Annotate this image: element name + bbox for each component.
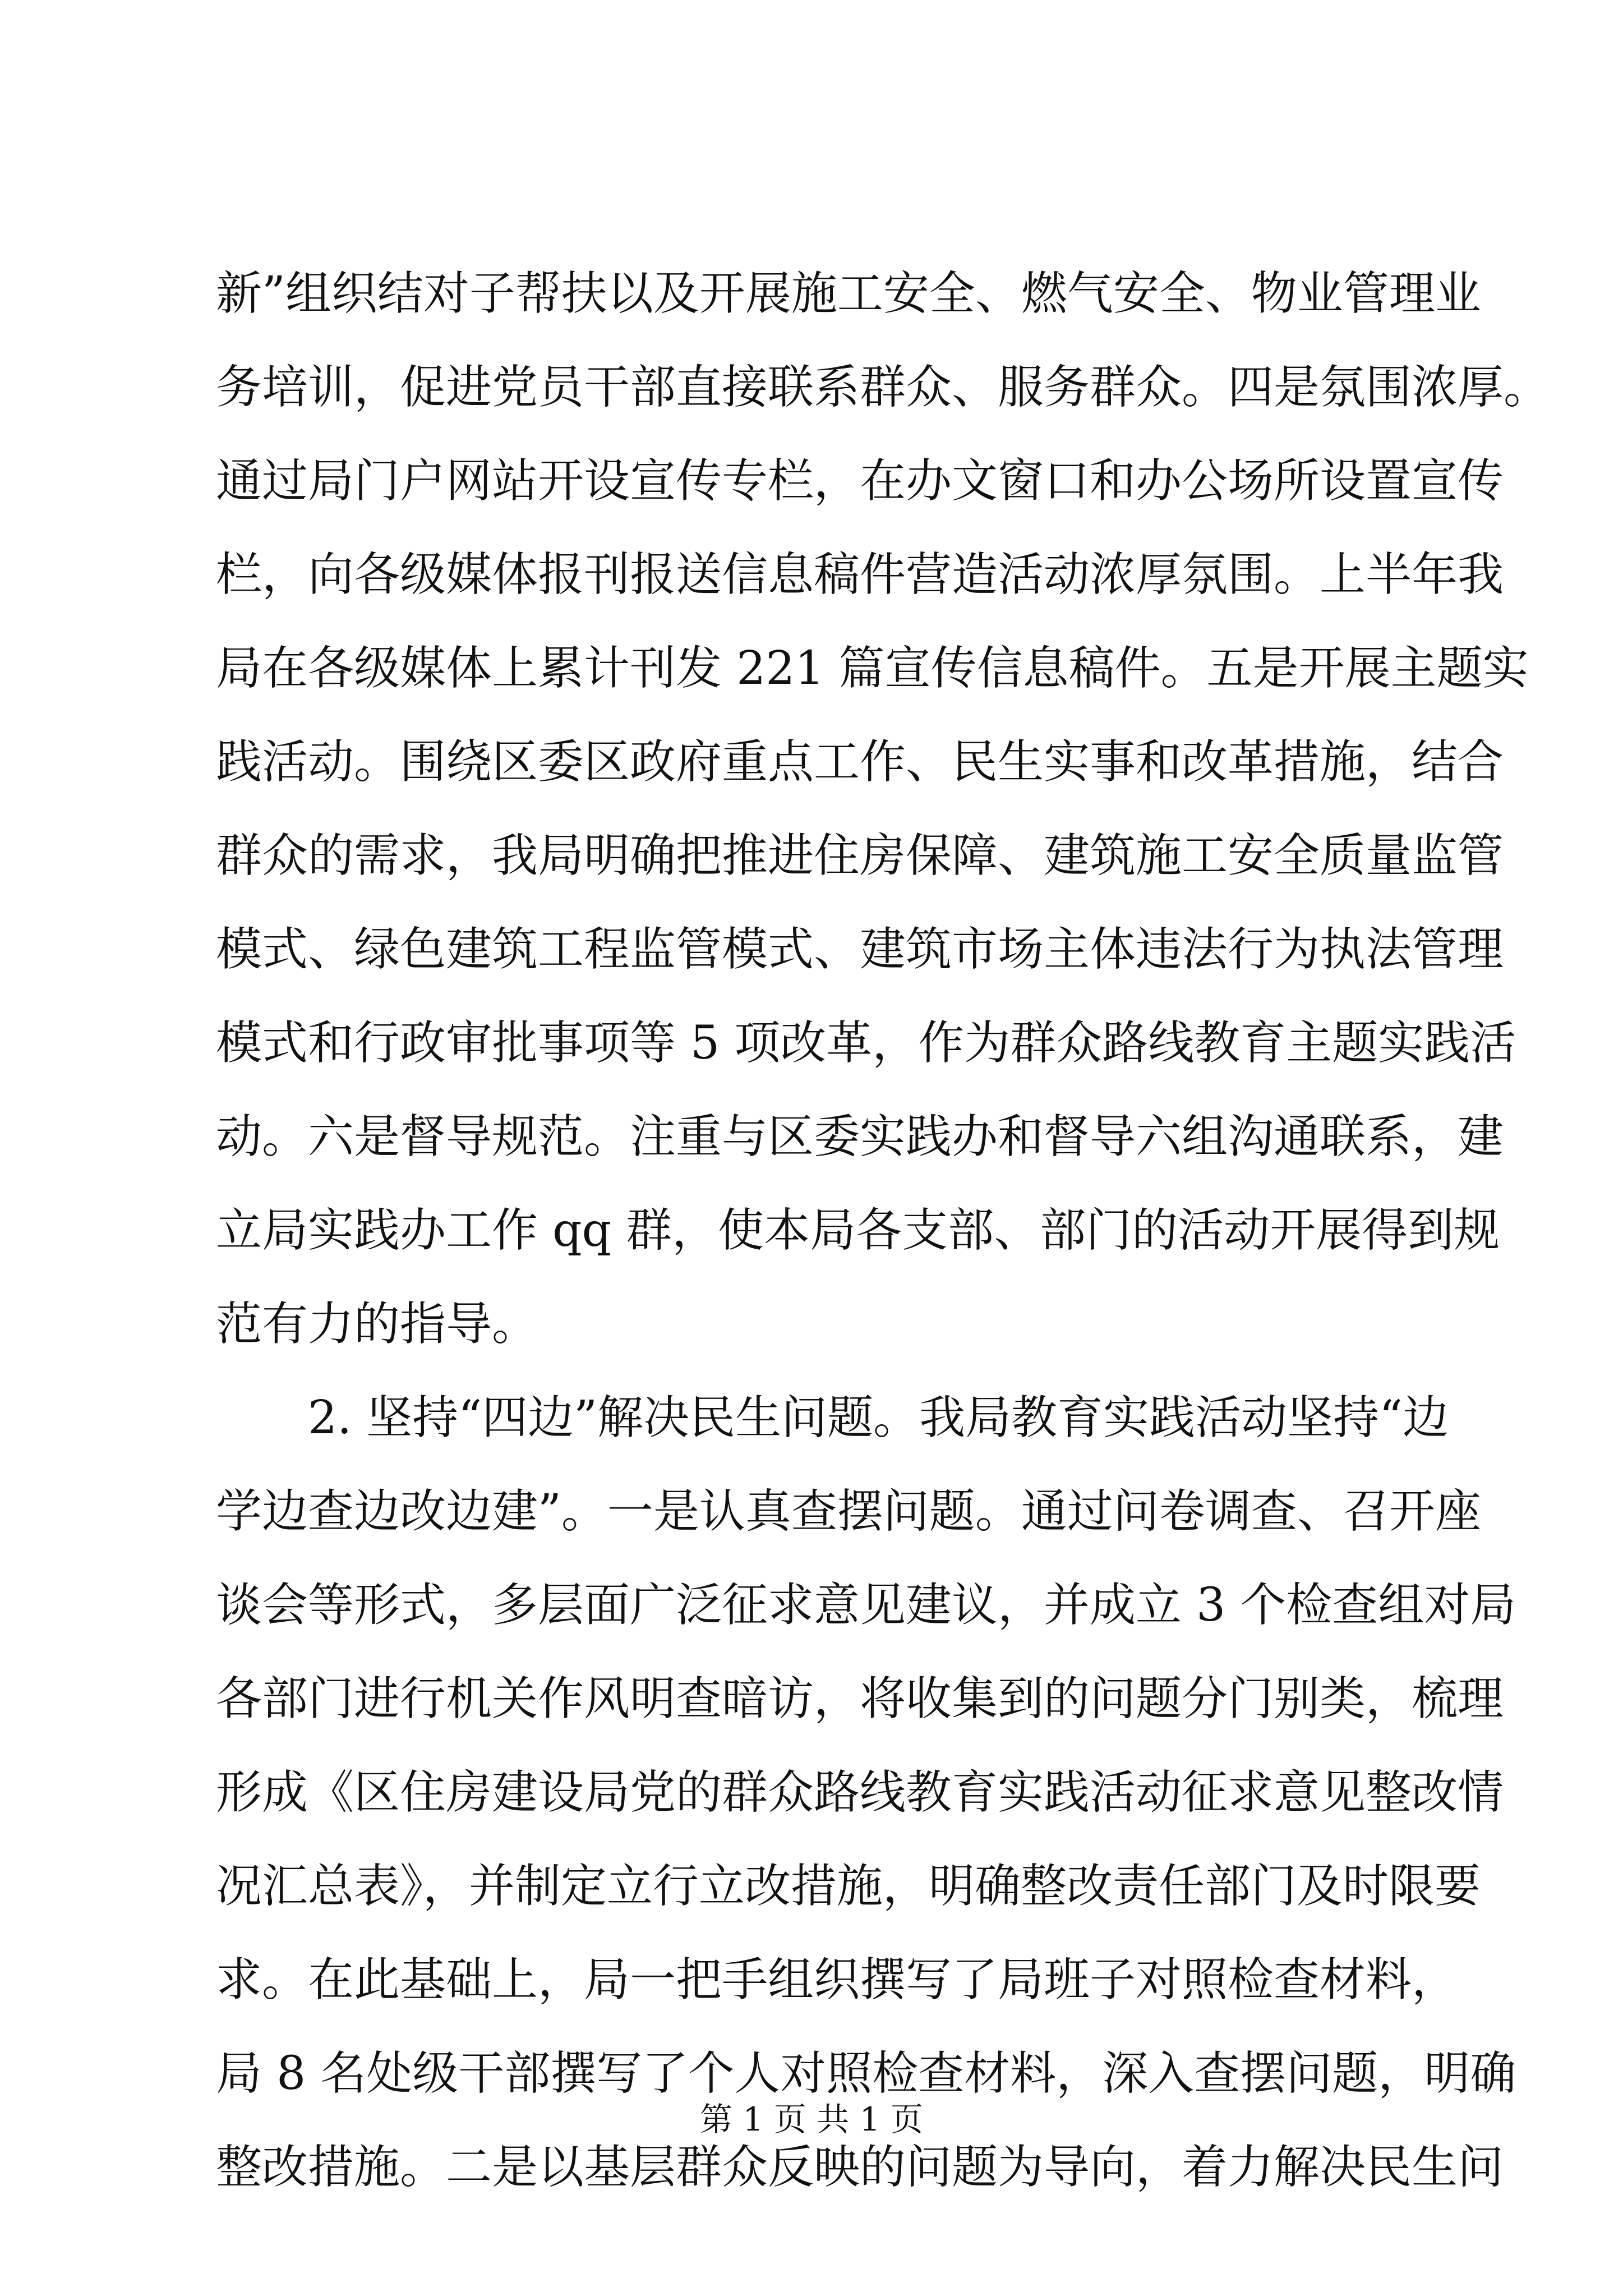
text-line-paragraph-start: 2. 坚持“四边”解决民生问题。我局教育实践活动坚持“边 xyxy=(216,1391,1449,1444)
text-line: 践活动。围绕区委区政府重点工作、民生实事和改革措施，结合 xyxy=(216,735,1504,789)
text-line: 各部门进行机关作风明查暗访，将收集到的问题分门别类，梳理 xyxy=(216,1672,1504,1726)
text-line: 局 8 名处级干部撰写了个人对照检查材料，深入查摆问题，明确 xyxy=(216,2047,1516,2100)
document-body xyxy=(216,247,1550,2214)
text-line: 模式、绿色建筑工程监管模式、建筑市场主体违法行为执法管理 xyxy=(216,923,1504,976)
text-line: 学边查边改边建”。一是认真查摆问题。通过问卷调查、召开座 xyxy=(216,1485,1481,1538)
text-line: 群众的需求，我局明确把推进住房保障、建筑施工安全质量监管 xyxy=(216,829,1504,882)
text-line: 务培训，促进党员干部直接联系群众、服务群众。四是氛围浓厚。 xyxy=(216,361,1550,414)
text-line: 模式和行政审批事项等 5 项改革，作为群众路线教育主题实践活 xyxy=(216,1016,1516,1070)
text-line: 局在各级媒体上累计刊发 221 篇宣传信息稿件。五是开展主题实 xyxy=(216,642,1529,695)
text-line-paragraph-end: 范有力的指导。 xyxy=(216,1297,538,1351)
text-line: 栏，向各级媒体报刊报送信息稿件营造活动浓厚氛围。上半年我 xyxy=(216,548,1504,601)
text-line: 形成《区住房建设局党的群众路线教育实践活动征求意见整改情 xyxy=(216,1766,1504,1819)
text-line: 通过局门户网站开设宣传专栏，在办文窗口和办公场所设置宣传 xyxy=(216,454,1504,508)
page-number-label: 第 1 页 共 1 页 xyxy=(700,2100,923,2138)
text-line: 谈会等形式，多层面广泛征求意见建议，并成立 3 个检查组对局 xyxy=(216,1579,1516,1632)
text-line: 新”组织结对子帮扶以及开展施工安全、燃气安全、物业管理业 xyxy=(216,267,1481,320)
text-line: 况汇总表》，并制定立行立改措施，明确整改责任部门及时限要 xyxy=(216,1860,1481,1913)
text-line: 整改措施。二是以基层群众反映的问题为导向，着力解决民生问 xyxy=(216,2141,1504,2194)
text-line: 动。六是督导规范。注重与区委实践办和督导六组沟通联系，建 xyxy=(216,1110,1504,1163)
text-line: 立局实践办工作 qq 群，使本局各支部、部门的活动开展得到规 xyxy=(216,1204,1500,1257)
text-line: 求。在此基础上，局一把手组织撰写了局班子对照检查材料， xyxy=(216,1953,1458,2007)
page-footer xyxy=(0,2097,1623,2142)
